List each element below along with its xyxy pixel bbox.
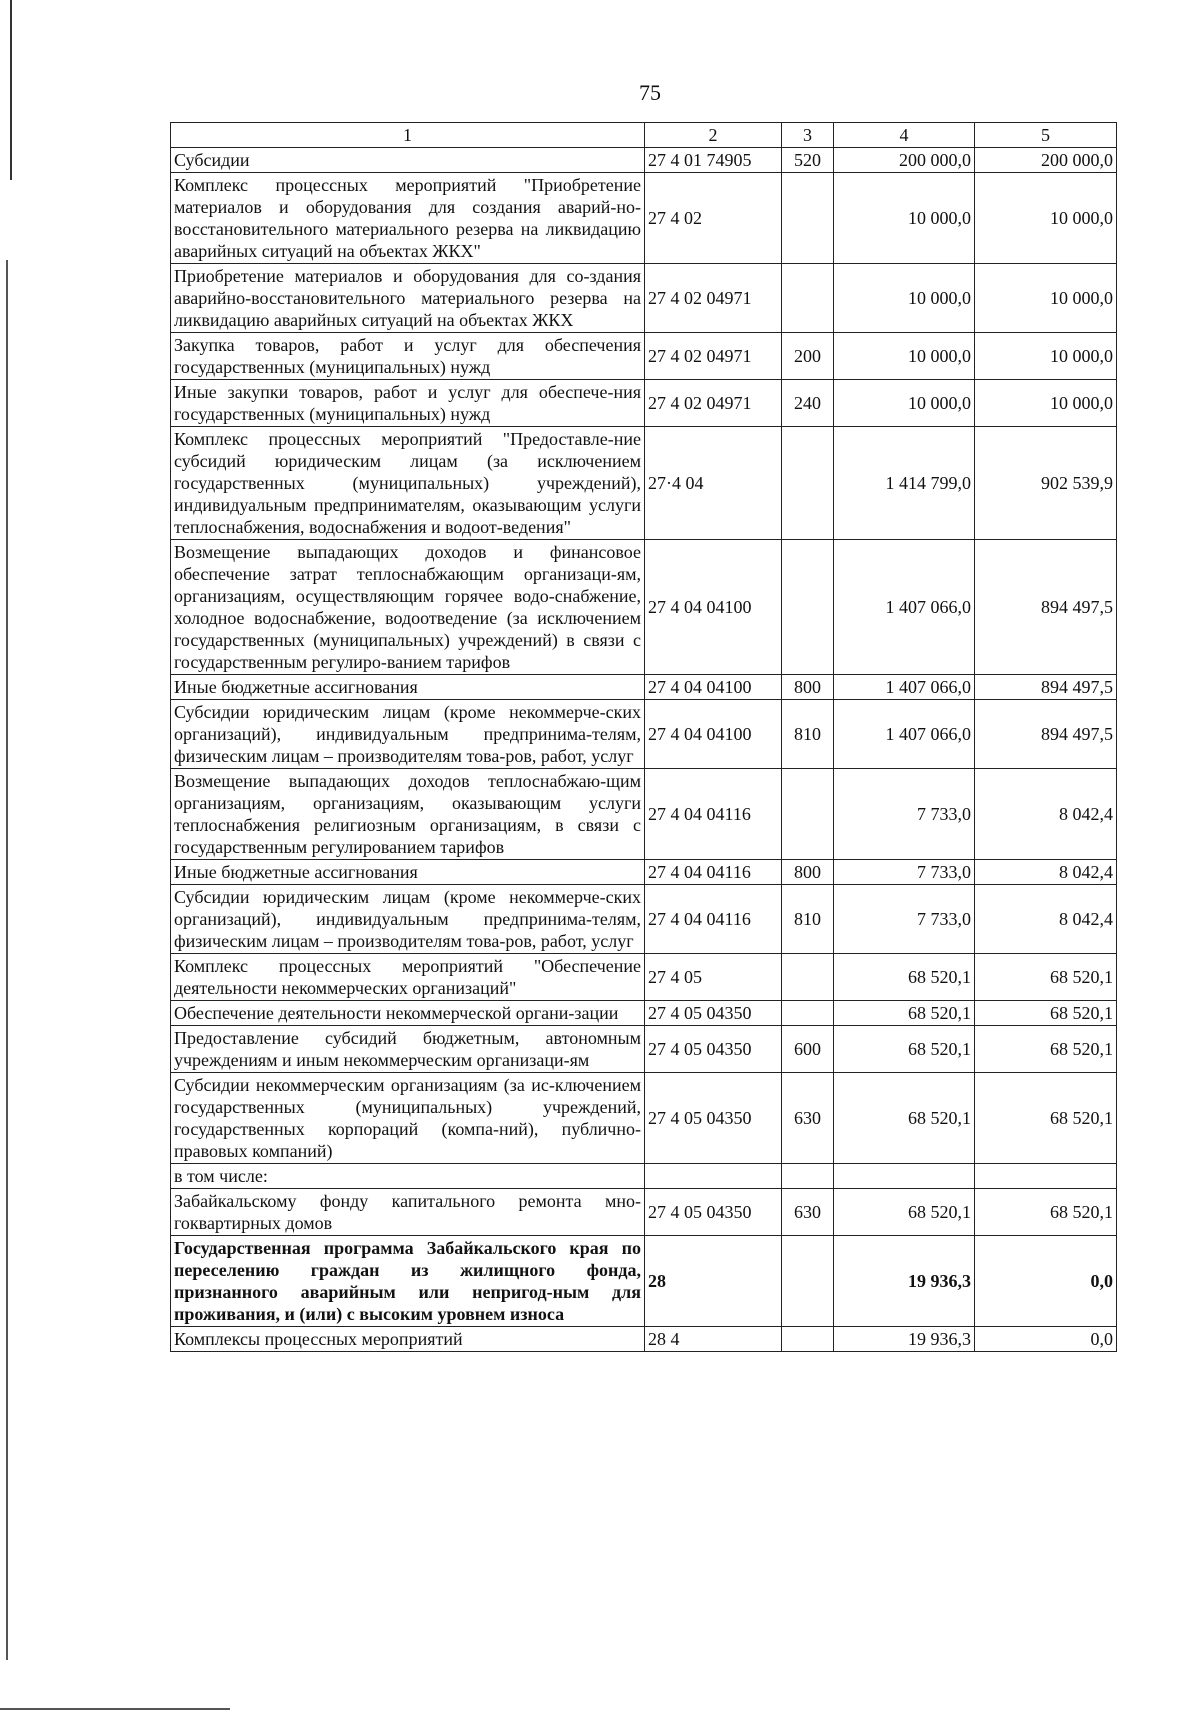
table-header-row: [171, 123, 1117, 148]
header-col-3: 3: [782, 123, 834, 148]
row-value-col4-cell: 68 520,1: [834, 1001, 975, 1026]
row-value-col4-cell: 200 000,0: [834, 148, 975, 173]
row-expense-type-cell: [782, 427, 834, 540]
row-code-cell: 27 4 04 04116: [645, 860, 782, 885]
table-body: [171, 148, 1117, 1352]
row-value-col4-cell: 10 000,0: [834, 264, 975, 333]
row-code-cell: 27 4 05 04350: [645, 1001, 782, 1026]
row-name-cell: Комплексы процессных мероприятий: [171, 1327, 645, 1352]
row-value-col5-cell: 68 520,1: [975, 1001, 1117, 1026]
row-value-col5-cell: 68 520,1: [975, 1026, 1117, 1073]
row-code-cell: 28: [645, 1236, 782, 1327]
table-row: [171, 860, 1117, 885]
row-code-cell: 27 4 05 04350: [645, 1189, 782, 1236]
row-value-col4-cell: [834, 1164, 975, 1189]
row-expense-type-cell: 800: [782, 860, 834, 885]
row-value-col4-cell: 7 733,0: [834, 885, 975, 954]
row-name-cell: Комплекс процессных мероприятий "Обеспечение деятельности некоммерческих организаций": [171, 954, 645, 1001]
row-code-cell: 27 4 05: [645, 954, 782, 1001]
row-value-col4-cell: 19 936,3: [834, 1236, 975, 1327]
table-row: [171, 1327, 1117, 1352]
row-value-col5-cell: 894 497,5: [975, 540, 1117, 675]
table-row: [171, 700, 1117, 769]
scan-edge-line: [0, 1708, 230, 1710]
row-name-cell: Государственная программа Забайкальского края по переселению граждан из жилищного фонда, признанного аварийным или непригод-ным для проживания, и (или) с высоким уровнем износа: [171, 1236, 645, 1327]
row-code-cell: 27·4 04: [645, 427, 782, 540]
row-name-cell: Субсидии юридическим лицам (кроме некоммерче-ских организаций), индивидуальным предпринима-телям, физическим лицам – производителям това-ров, работ, услуг: [171, 700, 645, 769]
table-row: [171, 1001, 1117, 1026]
row-value-col4-cell: 7 733,0: [834, 769, 975, 860]
row-expense-type-cell: [782, 173, 834, 264]
table-row: [171, 1026, 1117, 1073]
row-code-cell: 27 4 04 04100: [645, 540, 782, 675]
header-col-5: 5: [975, 123, 1117, 148]
row-value-col4-cell: 1 407 066,0: [834, 700, 975, 769]
row-name-cell: Возмещение выпадающих доходов теплоснабжаю-щим организациям, организациям, оказывающим услуги теплоснабжения религиозным организациям, в связи с государственным регулированием тарифов: [171, 769, 645, 860]
row-name-cell: Субсидии юридическим лицам (кроме некоммерче-ских организаций), индивидуальным предпринима-телям, физическим лицам – производителям това-ров, работ, услуг: [171, 885, 645, 954]
row-value-col5-cell: 68 520,1: [975, 1073, 1117, 1164]
row-value-col4-cell: 1 407 066,0: [834, 540, 975, 675]
row-code-cell: 27 4 02 04971: [645, 333, 782, 380]
row-name-cell: Возмещение выпадающих доходов и финансовое обеспечение затрат теплоснабжающим организаци-ям, организациям, осуществляющим горячее водо-снабжение, холодное водоснабжение, водоотведение (за исключением государственных (муниципальных) учреждений) в связи с государственным регулиро-ванием тарифов: [171, 540, 645, 675]
table-row: [171, 885, 1117, 954]
budget-table: [170, 122, 1117, 1352]
row-expense-type-cell: [782, 264, 834, 333]
row-name-cell: Обеспечение деятельности некоммерческой органи-зации: [171, 1001, 645, 1026]
table-row: [171, 1164, 1117, 1189]
row-code-cell: 27 4 02: [645, 173, 782, 264]
row-code-cell: 27 4 02 04971: [645, 380, 782, 427]
row-expense-type-cell: 810: [782, 885, 834, 954]
header-col-2: 2: [645, 123, 782, 148]
row-expense-type-cell: 630: [782, 1189, 834, 1236]
table-row: [171, 1236, 1117, 1327]
row-expense-type-cell: [782, 1001, 834, 1026]
table-row: [171, 540, 1117, 675]
table-row: [171, 675, 1117, 700]
row-expense-type-cell: 200: [782, 333, 834, 380]
row-expense-type-cell: 800: [782, 675, 834, 700]
row-value-col5-cell: 10 000,0: [975, 380, 1117, 427]
row-value-col5-cell: 894 497,5: [975, 675, 1117, 700]
row-value-col5-cell: 8 042,4: [975, 860, 1117, 885]
row-value-col5-cell: 10 000,0: [975, 264, 1117, 333]
row-value-col5-cell: 0,0: [975, 1236, 1117, 1327]
row-name-cell: Иные закупки товаров, работ и услуг для обеспече-ния государственных (муниципальных) нужд: [171, 380, 645, 427]
table-row: [171, 173, 1117, 264]
row-name-cell: Комплекс процессных мероприятий "Предоставле-ние субсидий юридическим лицам (за исключением государственных (муниципальных) учреждений), индивидуальным предпринимателям, оказывающим услуги теплоснабжения, водоснабжения и водоот-ведения": [171, 427, 645, 540]
row-value-col5-cell: 0,0: [975, 1327, 1117, 1352]
row-expense-type-cell: 600: [782, 1026, 834, 1073]
row-name-cell: в том числе:: [171, 1164, 645, 1189]
row-value-col4-cell: 68 520,1: [834, 1026, 975, 1073]
table-row: [171, 264, 1117, 333]
row-expense-type-cell: [782, 1164, 834, 1189]
table-row: [171, 380, 1117, 427]
row-code-cell: 27 4 02 04971: [645, 264, 782, 333]
row-expense-type-cell: 630: [782, 1073, 834, 1164]
row-name-cell: Приобретение материалов и оборудования для со-здания аварийно-восстановительного материального резерва на ликвидацию аварийных ситуаций на объектах ЖКХ: [171, 264, 645, 333]
row-value-col4-cell: 10 000,0: [834, 173, 975, 264]
row-code-cell: [645, 1164, 782, 1189]
row-value-col4-cell: 19 936,3: [834, 1327, 975, 1352]
row-name-cell: Субсидии некоммерческим организациям (за ис-ключением государственных (муниципальных) учреждений, государственных корпораций (компа-ний), публично-правовых компаний): [171, 1073, 645, 1164]
row-value-col5-cell: 68 520,1: [975, 954, 1117, 1001]
row-expense-type-cell: [782, 1236, 834, 1327]
row-name-cell: Предоставление субсидий бюджетным, автономным учреждениям и иным некоммерческим организаци-ям: [171, 1026, 645, 1073]
row-value-col5-cell: [975, 1164, 1117, 1189]
table-row: [171, 769, 1117, 860]
row-value-col4-cell: 68 520,1: [834, 1073, 975, 1164]
row-value-col4-cell: 10 000,0: [834, 380, 975, 427]
header-col-1: 1: [171, 123, 645, 148]
row-name-cell: Комплекс процессных мероприятий "Приобретение материалов и оборудования для создания аварий-но-восстановительного материального резерва на ликвидацию аварийных ситуаций на объектах ЖКХ": [171, 173, 645, 264]
row-value-col4-cell: 10 000,0: [834, 333, 975, 380]
row-value-col4-cell: 68 520,1: [834, 1189, 975, 1236]
row-value-col4-cell: 1 414 799,0: [834, 427, 975, 540]
row-expense-type-cell: [782, 769, 834, 860]
row-value-col5-cell: 894 497,5: [975, 700, 1117, 769]
row-code-cell: 27 4 04 04116: [645, 769, 782, 860]
row-code-cell: 27 4 05 04350: [645, 1026, 782, 1073]
row-value-col5-cell: 200 000,0: [975, 148, 1117, 173]
row-value-col4-cell: 1 407 066,0: [834, 675, 975, 700]
table-row: [171, 148, 1117, 173]
row-value-col5-cell: 68 520,1: [975, 1189, 1117, 1236]
row-code-cell: 27 4 04 04100: [645, 700, 782, 769]
row-value-col5-cell: 10 000,0: [975, 333, 1117, 380]
row-code-cell: 27 4 01 74905: [645, 148, 782, 173]
scan-edge-line: [6, 260, 8, 1660]
table-row: [171, 1073, 1117, 1164]
row-expense-type-cell: [782, 540, 834, 675]
header-col-4: 4: [834, 123, 975, 148]
row-expense-type-cell: [782, 954, 834, 1001]
row-expense-type-cell: 520: [782, 148, 834, 173]
row-code-cell: 28 4: [645, 1327, 782, 1352]
row-value-col4-cell: 68 520,1: [834, 954, 975, 1001]
table-row: [171, 1189, 1117, 1236]
row-value-col5-cell: 902 539,9: [975, 427, 1117, 540]
row-code-cell: 27 4 04 04100: [645, 675, 782, 700]
row-expense-type-cell: 240: [782, 380, 834, 427]
row-value-col4-cell: 7 733,0: [834, 860, 975, 885]
row-code-cell: 27 4 04 04116: [645, 885, 782, 954]
row-expense-type-cell: [782, 1327, 834, 1352]
row-code-cell: 27 4 05 04350: [645, 1073, 782, 1164]
row-name-cell: Субсидии: [171, 148, 645, 173]
table-row: [171, 333, 1117, 380]
row-expense-type-cell: 810: [782, 700, 834, 769]
row-value-col5-cell: 8 042,4: [975, 885, 1117, 954]
table-row: [171, 427, 1117, 540]
row-value-col5-cell: 8 042,4: [975, 769, 1117, 860]
row-name-cell: Забайкальскому фонду капитального ремонта мно-гоквартирных домов: [171, 1189, 645, 1236]
row-name-cell: Иные бюджетные ассигнования: [171, 675, 645, 700]
row-value-col5-cell: 10 000,0: [975, 173, 1117, 264]
page-number: 75: [639, 80, 661, 105]
table-row: [171, 954, 1117, 1001]
row-name-cell: Закупка товаров, работ и услуг для обеспечения государственных (муниципальных) нужд: [171, 333, 645, 380]
row-name-cell: Иные бюджетные ассигнования: [171, 860, 645, 885]
